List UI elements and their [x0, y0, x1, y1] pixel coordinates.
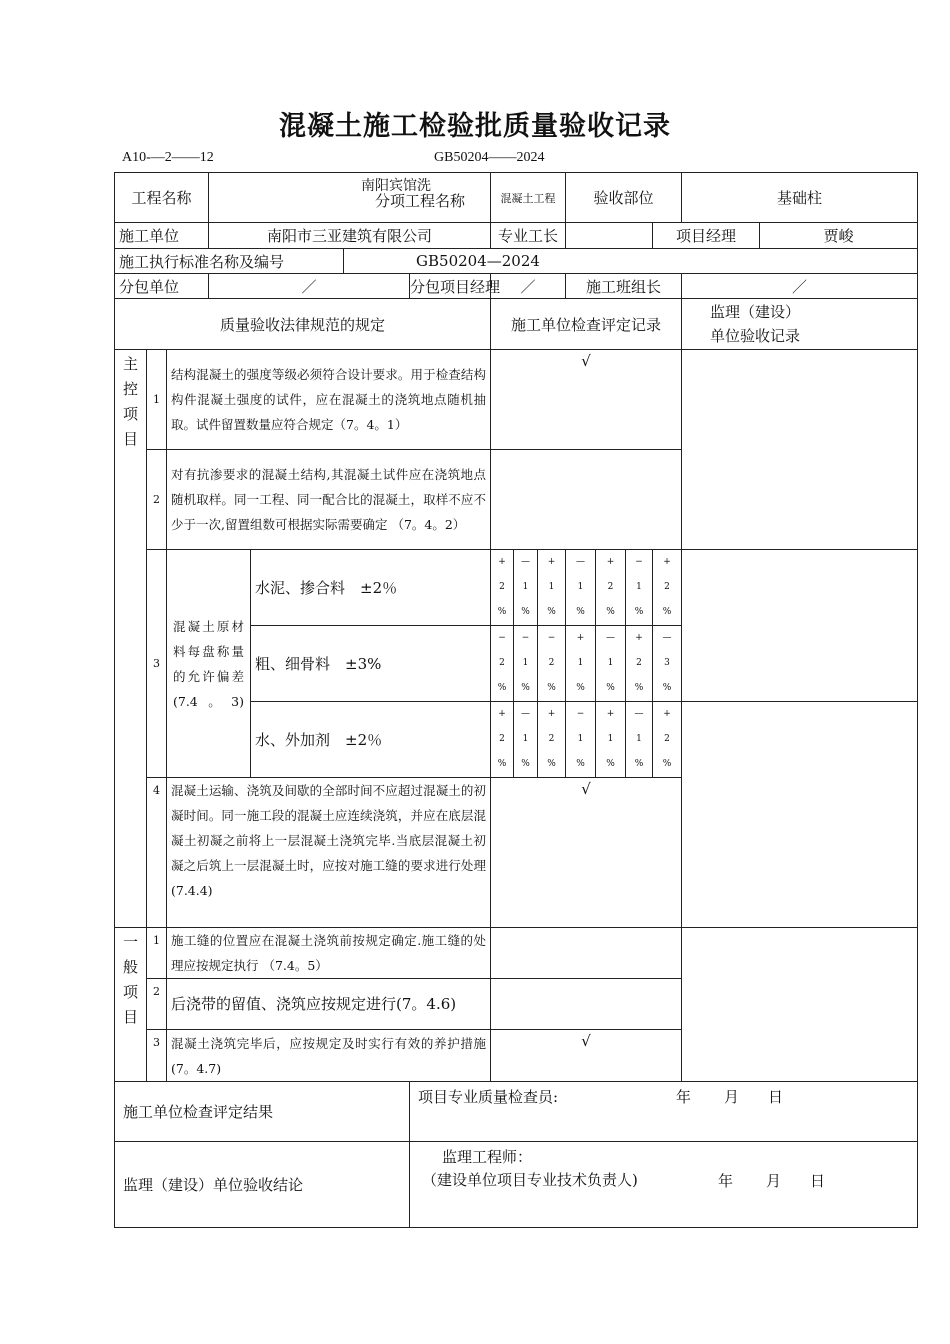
supervision-year: 年: [718, 1172, 734, 1190]
main-item-text: 对有抗渗要求的混凝土结构,其混凝土试件应在浇筑地点随机取样。同一工程、同一配合比的混凝土，取样不应不少于一次,留置组数可根据实际需要确定 （7。4。2）: [167, 450, 491, 550]
inspector-month: 月: [724, 1088, 740, 1106]
inspector-year: 年: [676, 1088, 692, 1106]
supervision-day: 日: [810, 1172, 826, 1190]
deviation-value: — 1 %: [514, 550, 538, 626]
general-item-number: 1: [147, 928, 167, 979]
general-item-number: 2: [147, 979, 167, 1030]
project-name-value: 南阳宾馆洗: [361, 178, 432, 194]
general-group-label: 一般项目: [115, 928, 147, 1082]
main-item-number: 2: [147, 450, 167, 550]
main-item-text: 混凝土原材料每盘称量的允许偏差(7.4。3): [167, 550, 251, 778]
sub-project-value: 混凝土工程: [491, 173, 566, 223]
main-item-number: 1: [147, 350, 167, 450]
main-item-text: 结构混凝土的强度等级必须符合设计要求。用于检查结构构件混凝土强度的试件，应在混凝土的浇筑地点随机抽取。试件留置数量应符合规定（7。4。1）: [167, 350, 491, 450]
construction-check-header: 施工单位检查评定记录: [491, 299, 682, 350]
general-item-text: 后浇带的留值、浇筑应按规定进行(7。4.6): [167, 979, 491, 1030]
deviation-value: + 2 %: [491, 550, 514, 626]
deviation-value: — 1 %: [566, 550, 596, 626]
subcontract-manager-label: 分包项目经理: [410, 274, 491, 299]
subcontract-unit-value: ／: [209, 274, 410, 299]
deviation-value: + 2 %: [626, 626, 653, 702]
main-control-group-label: 主控项目: [115, 350, 147, 928]
construction-unit-label: 施工单位: [115, 223, 209, 249]
deviation-value: + 2 %: [596, 550, 626, 626]
team-leader-label: 施工班组长: [566, 274, 682, 299]
deviation-value: + 1 %: [566, 626, 596, 702]
deviation-label: 粗、细骨料 ±3%: [251, 626, 491, 702]
construction-result-cell: [410, 1082, 918, 1142]
form-code: A10-—2——12: [122, 150, 214, 165]
acceptance-part-value: 基础柱: [682, 173, 918, 223]
subcontract-unit-label: 分包单位: [115, 274, 209, 299]
general-item-text: 施工缝的位置应在混凝土浇筑前按规定确定.施工缝的处理应按规定执行 （7.4。5）: [167, 928, 491, 979]
standard-code: GB50204——2024: [434, 150, 545, 165]
supervision-conclusion-cell: [410, 1142, 918, 1228]
team-leader-value: ／: [682, 274, 918, 299]
deviation-value: + 1 %: [538, 550, 566, 626]
deviation-value: + 2 %: [538, 702, 566, 778]
project-name-label: 工程名称: [115, 173, 209, 223]
specialty-foreman-label: 专业工长: [491, 223, 566, 249]
main-item-check: √: [491, 350, 682, 450]
main-item-number: 4: [147, 778, 167, 928]
deviation-value: − 1 %: [626, 550, 653, 626]
inspector-label: 项目专业质量检查员:: [418, 1088, 559, 1106]
main-item-number: 3: [147, 550, 167, 778]
main-item-check: [491, 450, 682, 550]
general-item-number: 3: [147, 1030, 167, 1082]
standard-value: GB50204—2024: [344, 249, 918, 274]
deviation-label: 水泥、掺合料 ±2％: [251, 550, 491, 626]
supervision-month: 月: [766, 1172, 782, 1190]
inspector-day: 日: [768, 1088, 784, 1106]
project-manager-value: 贾峻: [760, 223, 918, 249]
supervision-engineer-label: 监理工程师：: [442, 1148, 533, 1166]
construction-result-label: 施工单位检查评定结果: [115, 1082, 410, 1142]
main-item-text: 混凝土运输、浇筑及间歇的全部时间不应超过混凝土的初凝时间。同一施工段的混凝土应连续浇筑，并应在底层混凝土初凝之前将上一层混凝土浇筑完毕.当底层混凝土初凝之后筑上一层混凝土时，应按对施工缝的要求进行处理(7.4.4): [167, 778, 491, 928]
project-name-cell: [209, 173, 491, 223]
deviation-value: + 2 %: [491, 702, 514, 778]
deviation-value: — 1 %: [626, 702, 653, 778]
deviation-value: — 1 %: [596, 626, 626, 702]
specialty-foreman-value: [566, 223, 653, 249]
sub-project-label: 分项工程名称: [375, 192, 466, 210]
acceptance-part-label: 验收部位: [566, 173, 682, 223]
deviation-value: + 2 %: [653, 550, 682, 626]
main-item-check: √: [491, 778, 682, 928]
deviation-value: − 1 %: [514, 626, 538, 702]
deviation-value: + 2 %: [653, 702, 682, 778]
general-item-check: [491, 928, 682, 979]
regulation-header: 质量验收法律规范的规定: [115, 299, 491, 350]
subcontract-manager-value: ／: [491, 274, 566, 299]
document-title: 混凝土施工检验批质量验收记录: [279, 111, 671, 142]
general-item-check: [491, 979, 682, 1030]
deviation-label: 水、外加剂 ±2％: [251, 702, 491, 778]
deviation-value: − 2 %: [538, 626, 566, 702]
supervision-conclusion-label: 监理（建设）单位验收结论: [115, 1142, 410, 1228]
acceptance-record-table: [114, 172, 918, 1228]
supervision-record-main-3: [682, 550, 918, 702]
deviation-value: − 1 %: [566, 702, 596, 778]
supervision-record-general: [682, 928, 918, 1082]
general-item-text: 混凝土浇筑完毕后，应按规定及时实行有效的养护措施 (7。4.7): [167, 1030, 491, 1082]
deviation-value: − 2 %: [491, 626, 514, 702]
deviation-value: — 3 %: [653, 626, 682, 702]
owner-tech-label: （建设单位项目专业技术负责人): [422, 1171, 638, 1189]
construction-unit-value: 南阳市三亚建筑有限公司: [209, 223, 491, 249]
supervision-record-main-1: [682, 350, 918, 550]
project-manager-label: 项目经理: [653, 223, 760, 249]
supervision-header: 监理（建设） 单位验收记录: [682, 299, 918, 350]
general-item-check: √: [491, 1030, 682, 1082]
deviation-value: + 1 %: [596, 702, 626, 778]
standard-label: 施工执行标准名称及编号: [115, 249, 344, 274]
supervision-record-main-4: [682, 702, 918, 928]
deviation-value: — 1 %: [514, 702, 538, 778]
